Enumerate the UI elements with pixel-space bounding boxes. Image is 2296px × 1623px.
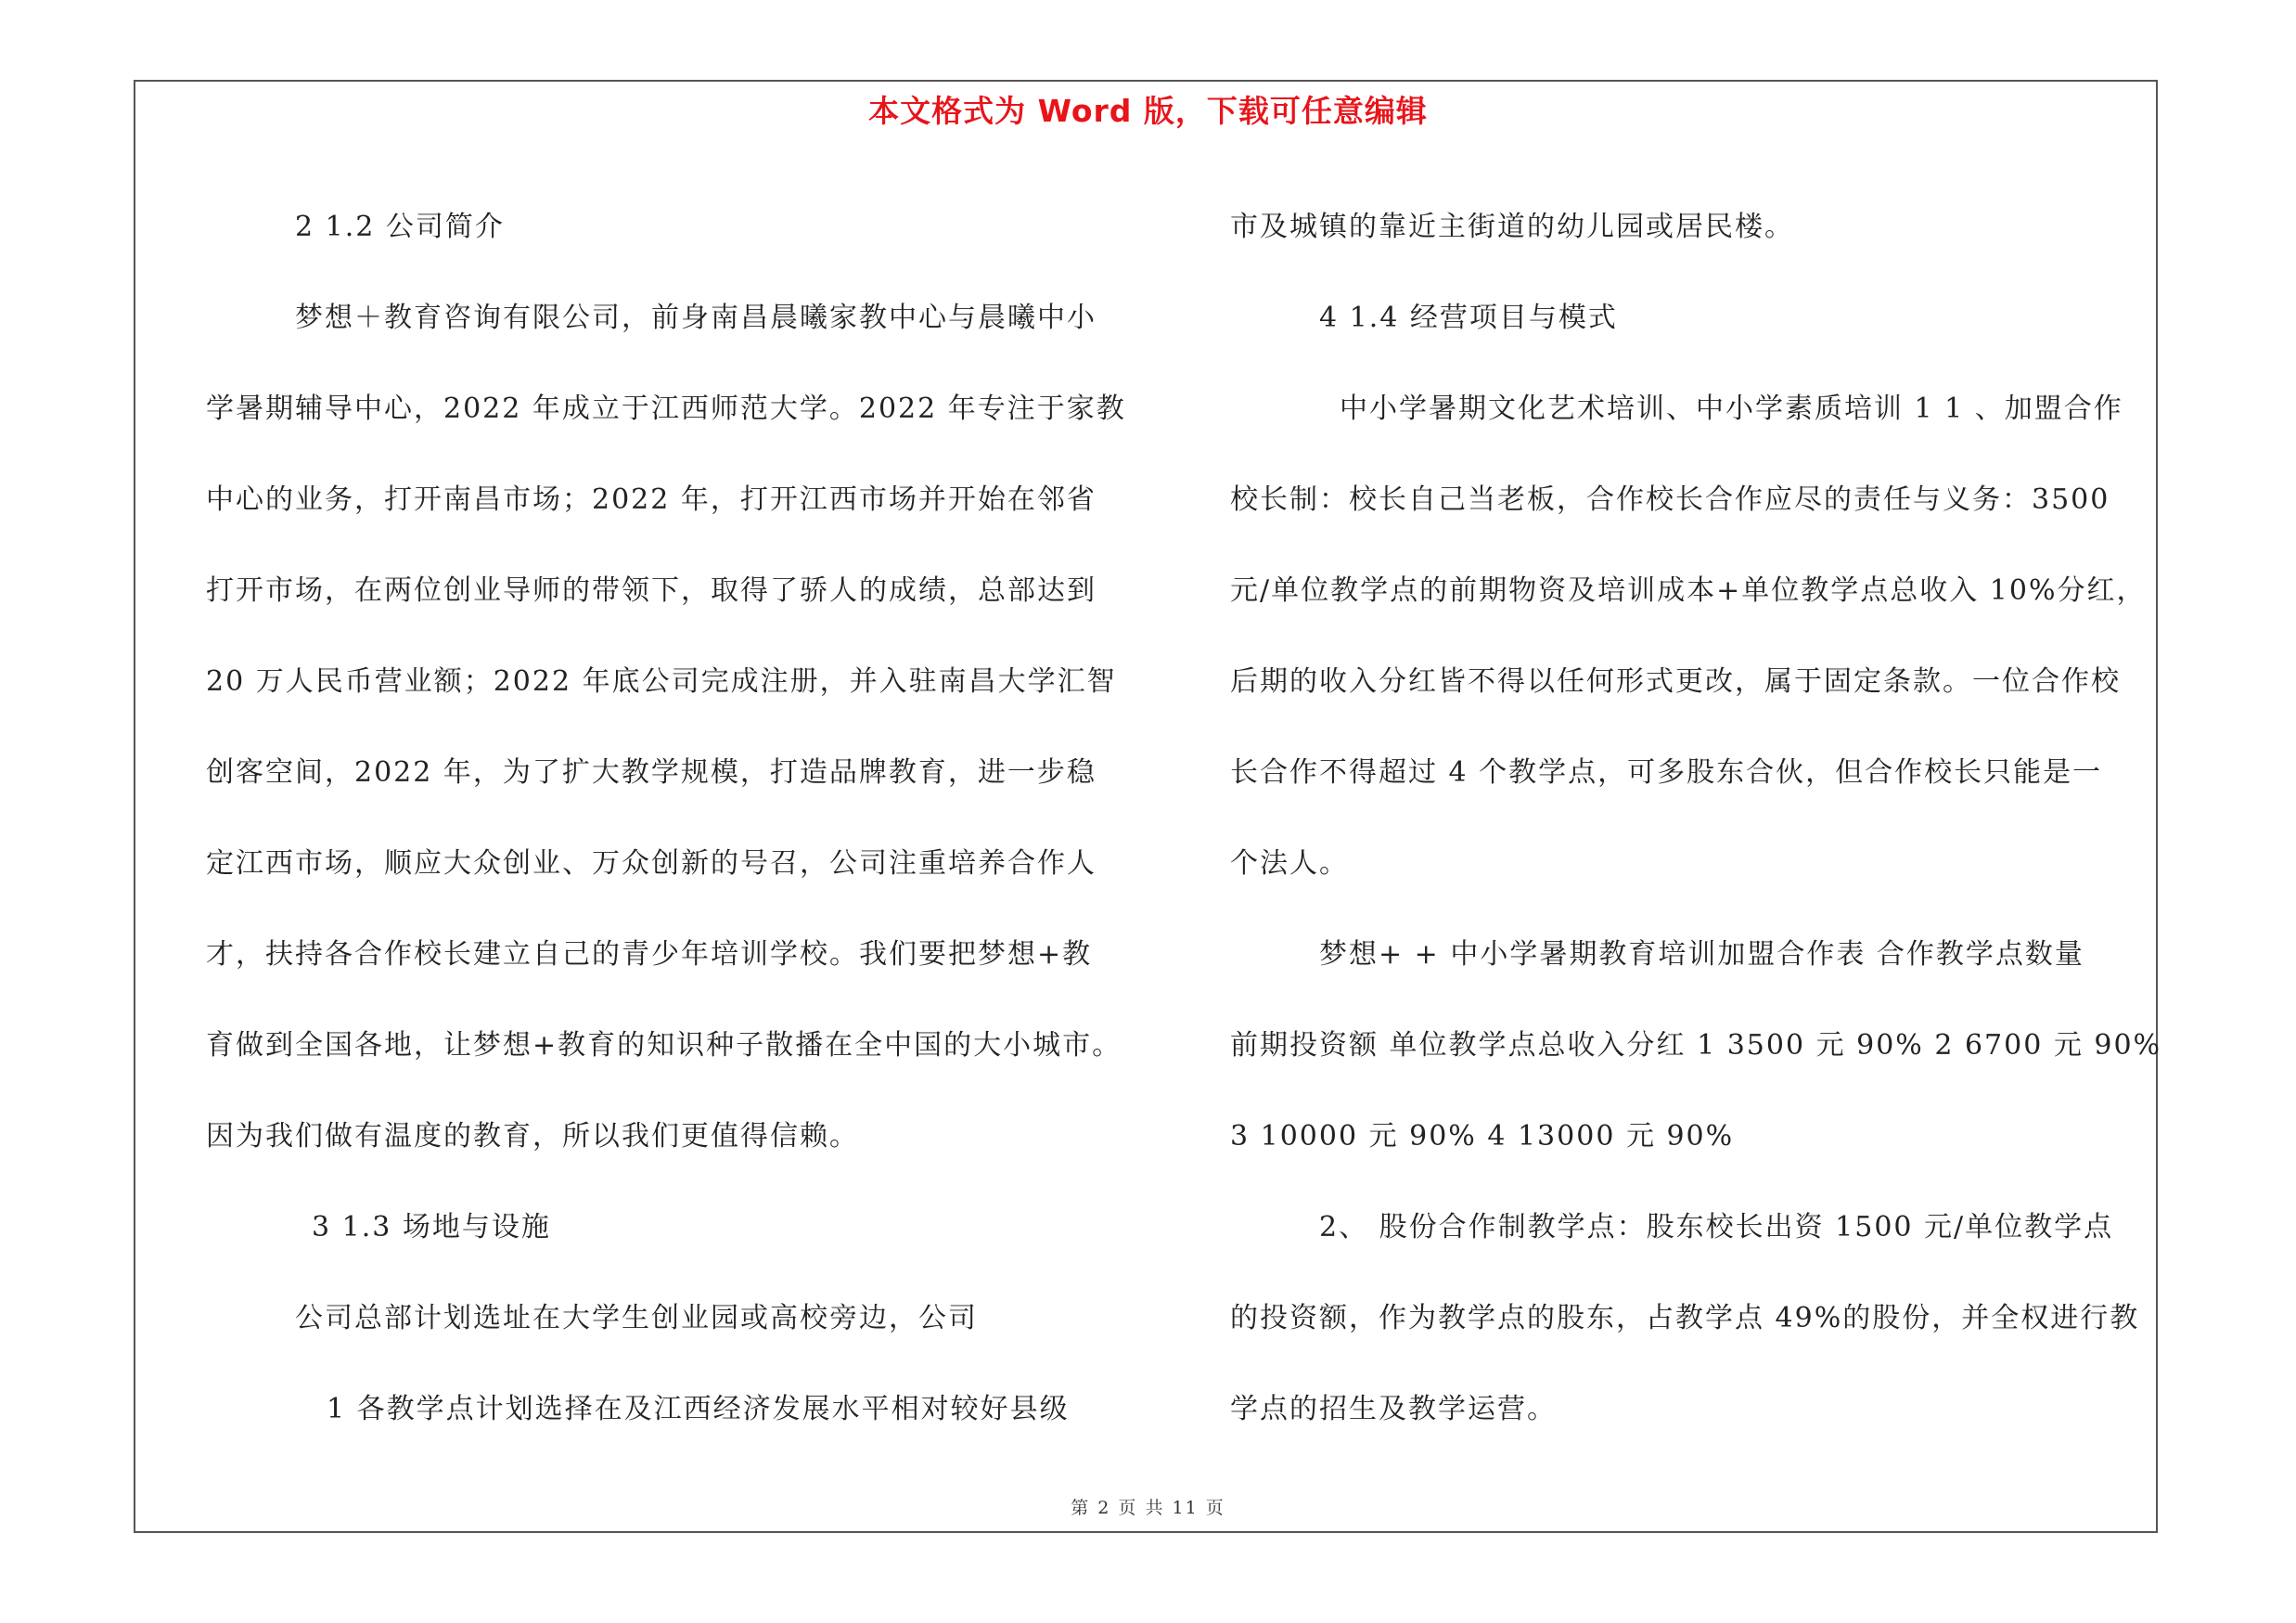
paragraph-line: 梦想＋教育咨询有限公司，前身南昌晨曦家教中心与晨曦中小: [295, 302, 1097, 334]
left-column: [206, 182, 1152, 1455]
paragraph-line: 打开市场，在两位创业导师的带领下，取得了骄人的成绩，总部达到: [206, 574, 1097, 607]
page-number-footer: 第 2 页 共 11 页: [1071, 1498, 1225, 1518]
paragraph-line: 4 1.4 经营项目与模式: [1319, 302, 1618, 334]
paragraph-line: 2、 股份合作制教学点：股东校长出资 1500 元/单位教学点: [1319, 1211, 2114, 1243]
paragraph-line: 3 10000 元 90% 4 13000 元 90%: [1230, 1120, 1735, 1153]
paragraph-line: 前期投资额 单位教学点总收入分红 1 3500 元 90% 2 6700 元 90%: [1230, 1029, 2162, 1062]
paragraph-line: 中小学暑期文化艺术培训、中小学素质培训 1 1 、加盟合作: [1340, 393, 2123, 425]
paragraph-line: 后期的收入分红皆不得以任何形式更改，属于固定条款。一位合作校: [1230, 665, 2121, 698]
paragraph-line: 市及城镇的靠近主街道的幼儿园或居民楼。: [1230, 211, 1794, 243]
paragraph-line: 梦想+ + 中小学暑期教育培训加盟合作表 合作教学点数量: [1319, 938, 2084, 971]
paragraph-line: 校长制：校长自己当老板，合作校长合作应尽的责任与义务：3500: [1230, 483, 2110, 516]
paragraph-line: 因为我们做有温度的教育，所以我们更值得信赖。: [206, 1120, 859, 1153]
paragraph-line: 3 1.3 场地与设施: [312, 1211, 551, 1243]
paragraph-line: 2 1.2 公司简介: [295, 211, 505, 243]
paragraph-line: 元/单位教学点的前期物资及培训成本+单位教学点总收入 10%分红，: [1230, 574, 2147, 607]
paragraph-line: 的投资额，作为教学点的股东，占教学点 49%的股份，并全权进行教: [1230, 1302, 2140, 1334]
paragraph-line: 才，扶持各合作校长建立自己的青少年培训学校。我们要把梦想+教: [206, 938, 1093, 971]
right-column: [1230, 182, 2176, 1455]
paragraph-line: 学点的招生及教学运营。: [1230, 1393, 1557, 1425]
paragraph-line: 1 各教学点计划选择在及江西经济发展水平相对较好县级: [327, 1393, 1070, 1425]
paragraph-line: 公司总部计划选址在大学生创业园或高校旁边，公司: [295, 1302, 978, 1334]
paragraph-line: 个法人。: [1230, 847, 1349, 880]
format-notice-banner: 本文格式为 Word 版，下载可任意编辑: [868, 93, 1428, 129]
paragraph-line: 育做到全国各地，让梦想+教育的知识种子散播在全中国的大小城市。: [206, 1029, 1122, 1062]
paragraph-line: 定江西市场，顺应大众创业、万众创新的号召，公司注重培养合作人: [206, 847, 1097, 880]
paragraph-line: 长合作不得超过 4 个教学点，可多股东合伙，但合作校长只能是一: [1230, 756, 2103, 789]
paragraph-line: 创客空间，2022 年，为了扩大教学规模，打造品牌教育，进一步稳: [206, 756, 1097, 789]
paragraph-line: 学暑期辅导中心，2022 年成立于江西师范大学。2022 年专注于家教: [206, 393, 1126, 425]
paragraph-line: 20 万人民币营业额；2022 年底公司完成注册，并入驻南昌大学汇智: [206, 665, 1117, 698]
paragraph-line: 中心的业务，打开南昌市场；2022 年，打开江西市场并开始在邻省: [206, 483, 1097, 516]
